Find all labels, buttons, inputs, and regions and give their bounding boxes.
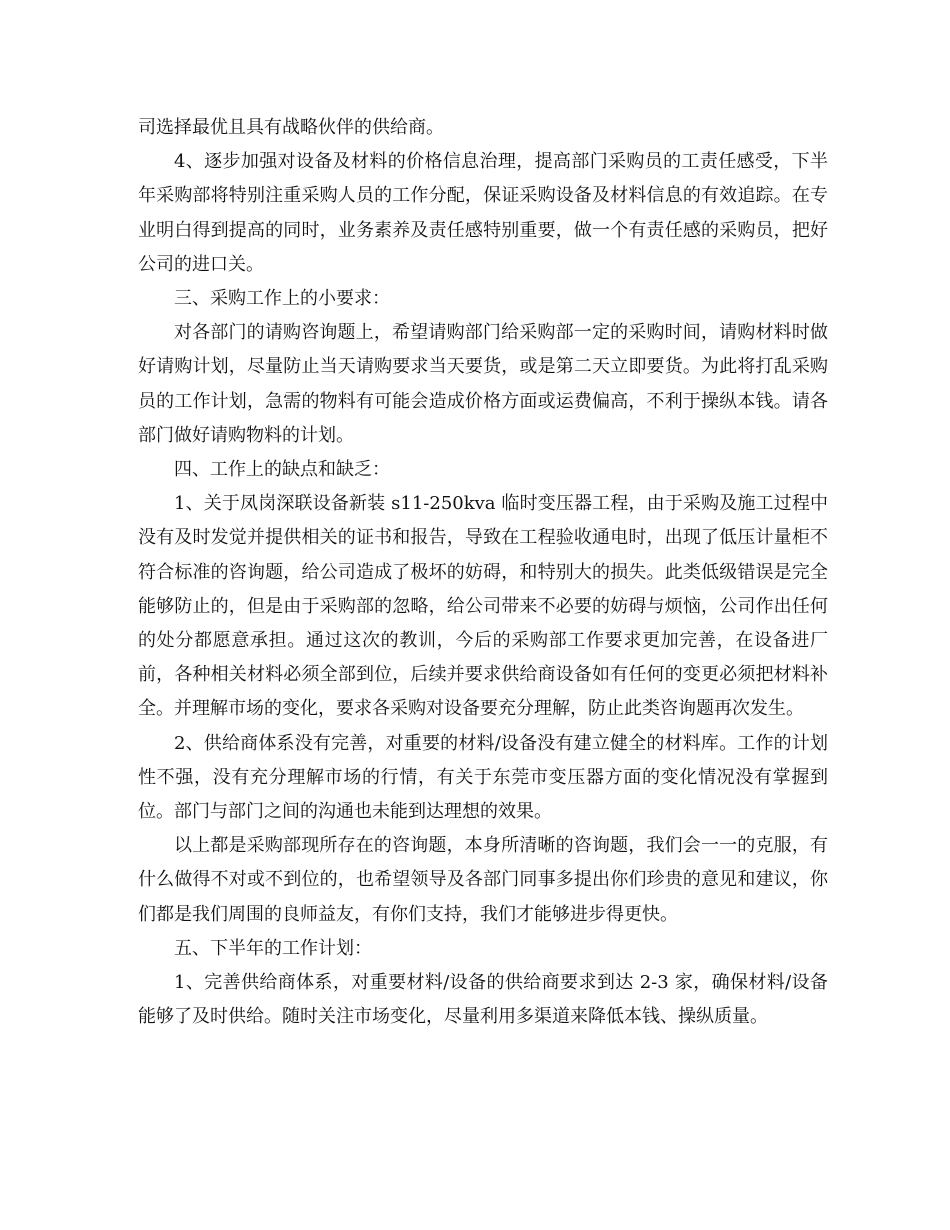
document-body xyxy=(138,111,828,1034)
paragraph-item-4: 4、逐步加强对设备及材料的价格信息治理，提高部门采购员的工责任感受，下半年采购部将特别注重采购人员的工作分配，保证采购设备及材料信息的有效追踪。在专业明白得到提高的同时，业务素养及责任感特别重要，做一个有责任感的采购员，把好公司的进口关。 xyxy=(138,151,828,275)
paragraph-continuation: 司选择最优且具有战略伙伴的供给商。 xyxy=(138,117,444,138)
section-heading-3: 三、采购工作上的小要求： xyxy=(174,288,390,310)
section-heading-4: 四、工作上的缺点和缺乏： xyxy=(174,459,390,481)
paragraph-summary: 以上都是采购部现所存在的咨询题，本身所清晰的咨询题，我们会一一的克服，有什么做得不对或不到位的，也希望领导及各部门同事多提出你们珍贵的意见和建议，你们都是我们周围的良师益友，有你们支持，我们才能够进步得更快。 xyxy=(138,835,828,925)
paragraph-purchase-requests: 对各部门的请购咨询题上，希望请购部门给采购部一定的采购时间，请购材料时做好请购计划，尽量防止当天请购要求当天要货，或是第二天立即要货。为此将打乱采购员的工作计划，急需的物料有可能会造成价格方面或运费偏高，不利于操纵本钱。请各部门做好请购物料的计划。 xyxy=(138,322,828,446)
paragraph-shortcoming-2: 2、供给商体系没有完善，对重要的材料/设备没有建立健全的材料库。工作的计划性不强，没有充分理解市场的行情，有关于东莞市变压器方面的变化情况没有掌握到位。部门与部门之间的沟通也未能到达理想的效果。 xyxy=(138,732,828,823)
paragraph-plan-1: 1、完善供给商体系，对重要材料/设备的供给商要求到达 2-3 家，确保材料/设备能够了及时供给。随时关注市场变化，尽量利用多渠道来降低本钱、操纵质量。 xyxy=(138,972,828,1028)
paragraph-shortcoming-1: 1、关于凤岗深联设备新装 s11-250kva 临时变压器工程，由于采购及施工过程中没有及时发觉并提供相关的证书和报告，导致在工程验收通电时，出现了低压计量柜不符合标准的咨询题，给公司造成了极坏的妨碍，和特别大的损失。此类低级错误是完全能够防止的，但是由于采购部的忽略，给公司带来不必要的妨碍与烦恼，公司作出任何的处分都愿意承担。通过这次的教训，今后的采购部工作要求更加完善，在设备进厂前，各种相关材料必须全部到位，后续并要求供给商设备如有任何的变更必须把材料补全。并理解市场的变化，要求各采购对设备要充分理解，防止此类咨询题再次发生。 xyxy=(138,493,828,720)
section-heading-5: 五、下半年的工作计划： xyxy=(174,937,372,959)
